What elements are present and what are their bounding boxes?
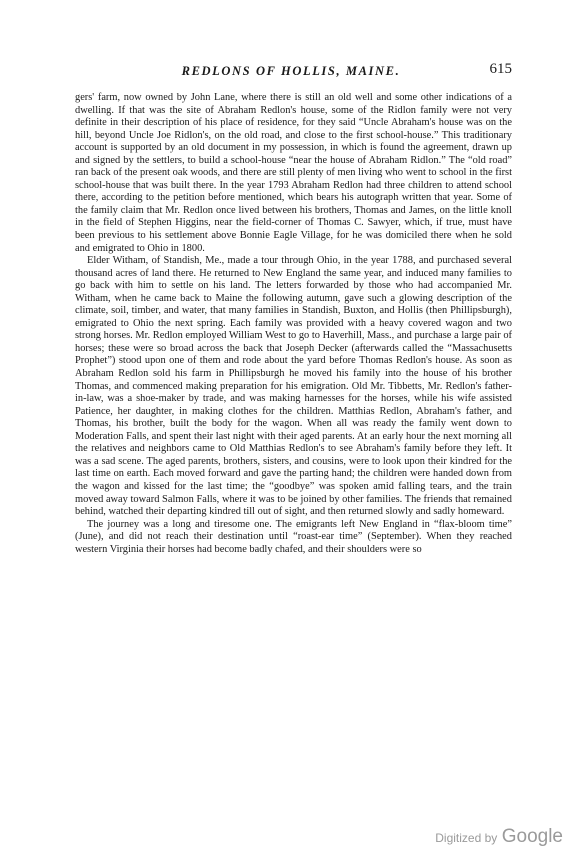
body-text xyxy=(75,92,512,556)
running-title: REDLONS OF HOLLIS, MAINE. xyxy=(181,64,401,78)
paragraph-witham: Elder Witham, of Standish, Me., made a tour through Ohio, in the year 1788, and purchased several thousand acres of land there. He returned to New England the same year, and induced many families to go back with him to settle on his land. The letters forwarded by those who had accompanied Mr. Witham, when he came back to Maine the following autumn, gave such a glowing description of the climate, soil, timber, and water, that many families in Standish, Buxton, and Hollis (then Phillipsburgh), emigrated to Ohio the next spring. Each family was provided with a heavy covered wagon and two strong horses. Mr. Redlon employed William West to go to Haverhill, Mass., and purchase a large pair of horses; these were so broad across the back that Joseph Decker (afterwards called the “Massachusetts Prophet”) stood upon one of them and rode about the yard before Thomas Redlon's house. As soon as Abraham Redlon sold his farm in Phillipsburgh he moved his family into the house of his brother Thomas, and commenced making preparation for his emigration. Old Mr. Tibbetts, Mr. Redlon's father-in-law, was a shoe-maker by trade, and was making harnesses for the horses, while his wife assisted Patience, her daughter, in making clothes for the children. Matthias Redlon, Abraham's father, and Thomas, his brother, built the body for the wagon. When all was ready the family went down to Moderation Falls, and spent their last night with their aged parents. At an early hour the next morning all the relatives and neighbors came to Old Matthias Redlon's to see Abraham's family before they left. It was a sad scene. The aged parents, brothers, sisters, and cousins, were to look upon their kindred for the last time on earth. Each moved forward and gave the parting hand; the children were handed down from the wagon and kissed for the last time; the “goodbye” was spoken amid falling tears, and the train moved away toward Salmon Falls, where it was to be joined by other families. The friends that remained behind, watched their departing kindred till out of sight, and then returned slowly and sadly homeward. xyxy=(75,255,512,518)
watermark-prefix: Digitized by xyxy=(435,831,498,845)
paragraph-continued: gers' farm, now owned by John Lane, where there is still an old well and some other indications of a dwelling. If that was the site of Abraham Redlon's house, some of the Ridlon family were not very definite in their description of his place of residence, for they said “Uncle Abraham's house was on the hill, beyond Uncle Joe Ridlon's, on the old road, and close to the first school-house.” This traditionary account is supported by an old document in my possession, in which is found the agreement, drawn up and signed by the settlers, to build a school-house “near the house of Abraham Ridlon.” The “old road” ran back of the present oak woods, and there are still plenty of men living who went to school in the first school-house that was built there. In the year 1793 Abraham Redlon had three children to attend school there, according to the petition before mentioned, which bears his autograph written that year. Some of the family claim that Mr. Redlon once lived between his brothers, Thomas and James, on the little knoll in the field of Stephen Higgins, near the field-corner of Thomas C. Sawyer, which, if true, must have been previous to his settlement above Bonnie Eagle Village, for he was domiciled there when he sold and emigrated to Ohio in 1800. xyxy=(75,92,512,254)
watermark-brand: Google xyxy=(501,826,563,847)
page-number: 615 xyxy=(489,61,512,77)
running-header xyxy=(70,61,512,84)
digitized-watermark xyxy=(435,826,563,848)
paragraph-journey: The journey was a long and tiresome one. The emigrants left New England in “flax-bloom time” (June), and did not reach their destination until “roast-ear time” (September). When they reached western Virginia their horses had become badly chafed, and their shoulders were so xyxy=(75,518,512,555)
